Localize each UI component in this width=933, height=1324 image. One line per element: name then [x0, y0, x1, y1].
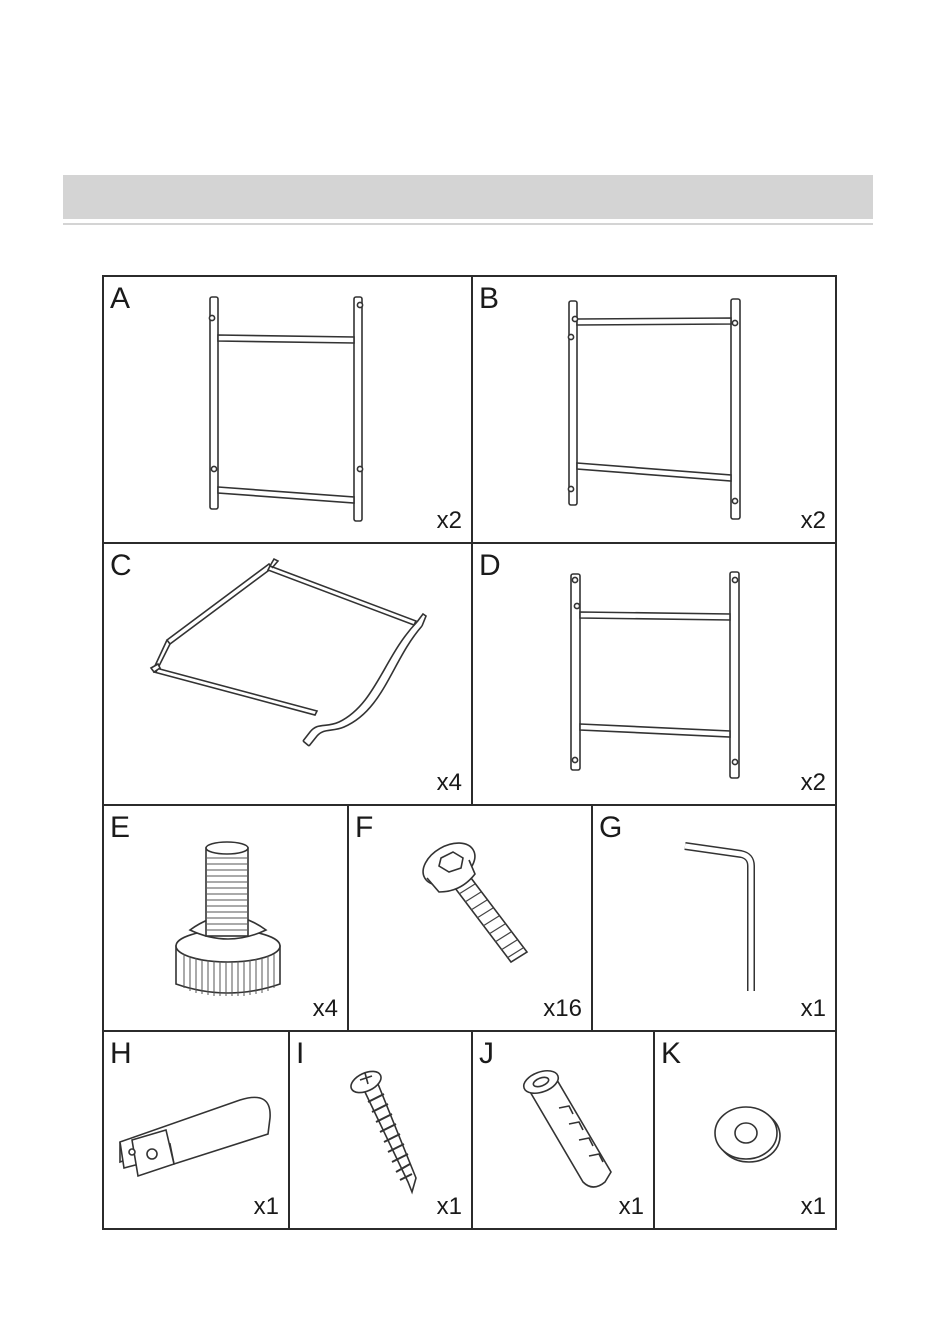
- part-quantity: x2: [800, 507, 826, 534]
- parts-grid: [102, 275, 837, 1230]
- part-quantity: x16: [543, 995, 582, 1022]
- part-letter: D: [479, 549, 501, 582]
- part-quantity: x1: [800, 995, 826, 1022]
- part-letter: C: [110, 549, 132, 582]
- part-letter: K: [661, 1037, 682, 1070]
- part-quantity: x1: [253, 1193, 279, 1220]
- section-header-rule: [63, 223, 873, 225]
- part-letter: H: [110, 1037, 132, 1070]
- frame-panel-icon: [473, 544, 837, 806]
- part-quantity: x4: [436, 769, 462, 796]
- part-letter: G: [599, 811, 623, 844]
- leveling-foot-icon: [104, 806, 347, 1032]
- part-cell-h: [104, 1030, 288, 1228]
- part-quantity: x1: [436, 1193, 462, 1220]
- part-cell-c: [104, 542, 471, 804]
- part-cell-j: [471, 1030, 653, 1228]
- part-letter: E: [110, 811, 131, 844]
- part-quantity: x2: [800, 769, 826, 796]
- part-quantity: x2: [436, 507, 462, 534]
- part-letter: A: [110, 282, 131, 315]
- part-cell-i: [288, 1030, 471, 1228]
- part-cell-f: [347, 804, 591, 1030]
- curved-shelf-frame-icon: [104, 544, 471, 806]
- part-letter: J: [479, 1037, 494, 1070]
- part-cell-a: [104, 277, 471, 542]
- part-cell-k: [653, 1030, 835, 1228]
- part-quantity: x1: [618, 1193, 644, 1220]
- part-quantity: x4: [312, 995, 338, 1022]
- part-cell-b: [471, 277, 835, 542]
- part-letter: F: [355, 811, 374, 844]
- part-cell-g: [591, 804, 835, 1030]
- part-letter: I: [296, 1037, 305, 1070]
- frame-panel-icon: [473, 277, 837, 542]
- part-letter: B: [479, 282, 500, 315]
- part-quantity: x1: [800, 1193, 826, 1220]
- frame-panel-icon: [104, 277, 471, 542]
- part-cell-d: [471, 542, 835, 804]
- section-header-bar: [63, 175, 873, 219]
- part-cell-e: [104, 804, 347, 1030]
